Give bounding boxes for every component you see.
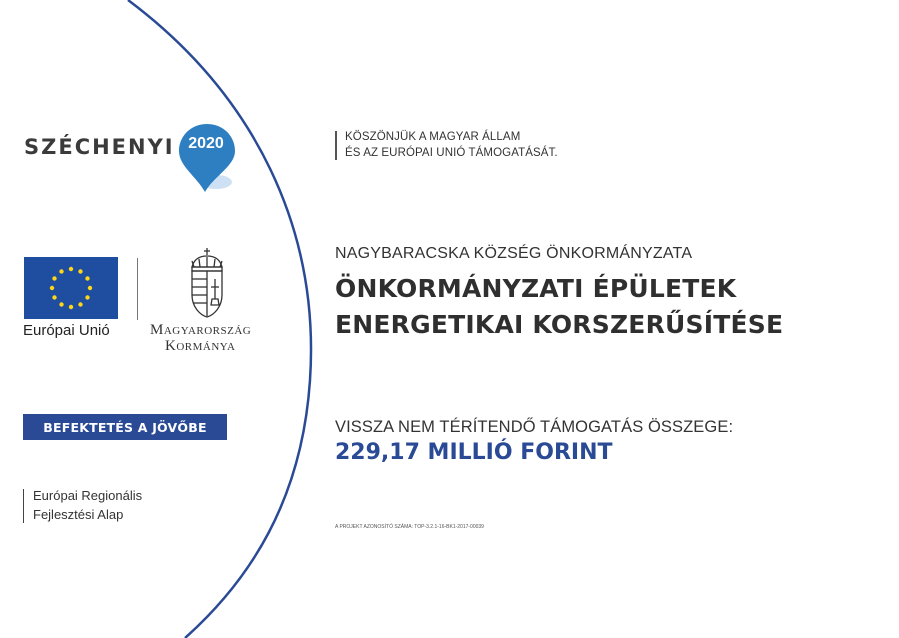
- government-label-line1: Magyarország: [150, 322, 252, 338]
- project-title-line2: ENERGETIKAI KORSZERŰSÍTÉSE: [335, 310, 784, 339]
- grant-label: VISSZA NEM TÉRÍTENDŐ TÁMOGATÁS ÖSSZEGE:: [335, 418, 734, 436]
- government-label-line2: Kormánya: [165, 338, 236, 354]
- project-id: A PROJEKT AZONOSÍTÓ SZÁMA: TOP-3.2.1-16-BK1-2017-00039: [335, 524, 484, 530]
- invest-in-future-badge: BEFEKTETÉS A JÖVŐBE: [23, 414, 227, 440]
- fund-name-line2: Fejlesztési Alap: [33, 507, 124, 522]
- thanks-line1: KÖSZÖNJÜK A MAGYAR ÁLLAM: [345, 131, 521, 143]
- thanks-line2: ÉS AZ EURÓPAI UNIÓ TÁMOGATÁSÁT.: [345, 147, 558, 159]
- thanks-divider: [335, 131, 337, 160]
- eu-label: Európai Unió: [23, 322, 110, 339]
- fund-name-line1: Európai Regionális: [33, 488, 143, 503]
- szechenyi-2020-logo: [24, 120, 244, 200]
- map-pin-icon: [176, 122, 238, 194]
- hungarian-coat-of-arms-icon: [186, 247, 228, 319]
- szechenyi-wordmark: SZÉCHENYI: [24, 135, 175, 159]
- fund-divider: [23, 489, 24, 523]
- logo-divider: [137, 258, 138, 320]
- beneficiary-name: NAGYBARACSKA KÖZSÉG ÖNKORMÁNYZATA: [335, 245, 693, 262]
- project-title-line1: ÖNKORMÁNYZATI ÉPÜLETEK: [335, 274, 737, 303]
- grant-amount: 229,17 MILLIÓ FORINT: [335, 440, 613, 465]
- eu-flag-icon: [24, 257, 118, 319]
- szechenyi-year: 2020: [188, 135, 224, 152]
